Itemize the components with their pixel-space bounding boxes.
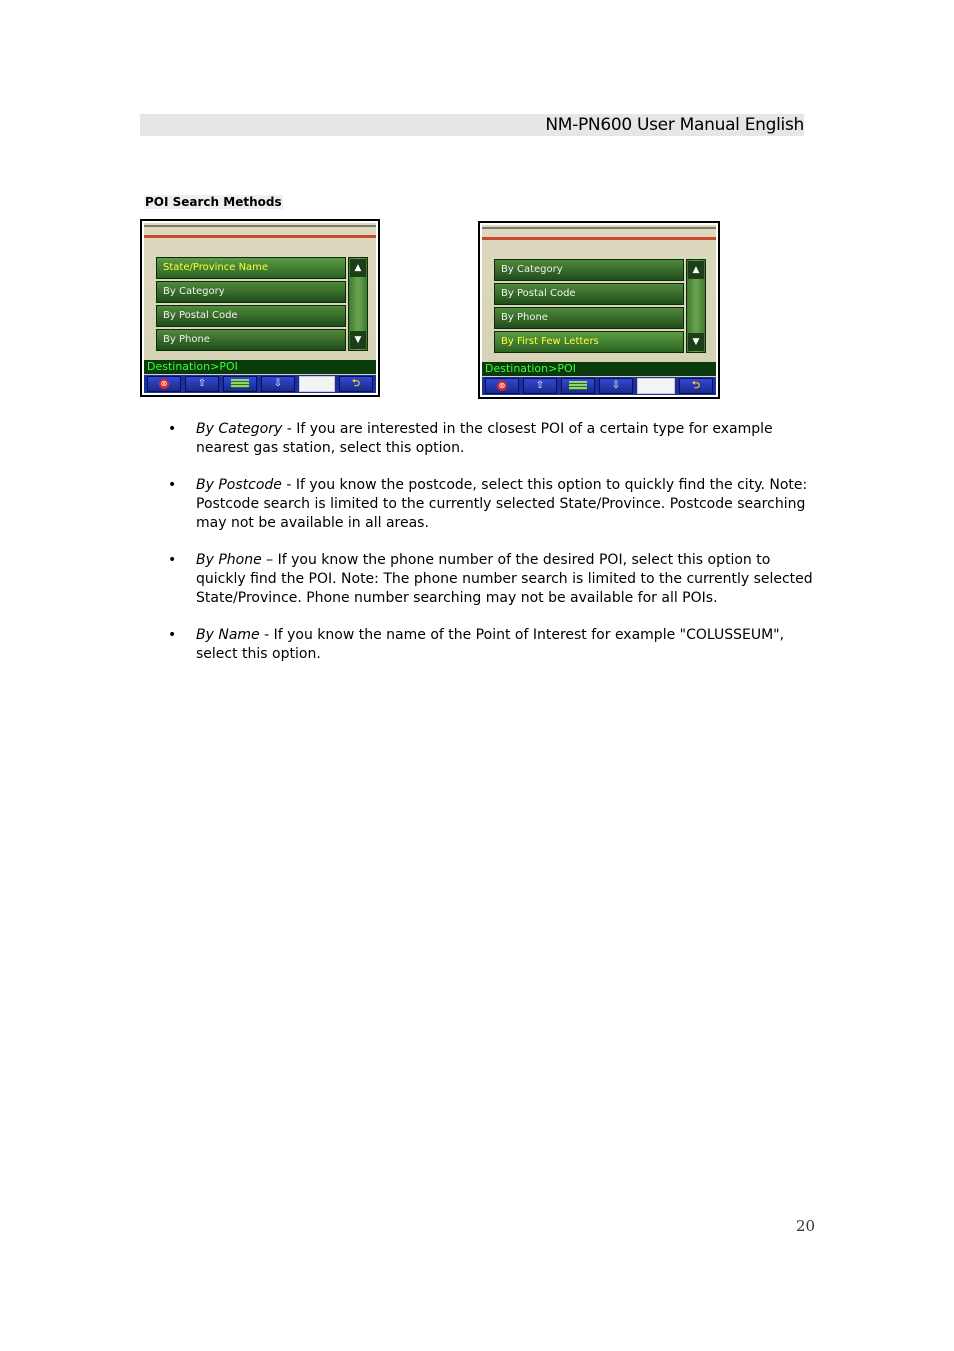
down-button[interactable] [261, 376, 295, 392]
bullet-text: select this option. [196, 646, 321, 662]
list-button[interactable] [561, 378, 595, 394]
bullet-by-phone [168, 551, 818, 608]
menu-list [494, 259, 684, 355]
menu-item-3[interactable]: By First Few Letters [494, 331, 684, 353]
bullet-text: nearest gas station, select this option. [196, 440, 465, 456]
menu-item-3[interactable]: By Phone [156, 329, 346, 351]
menu-item-1[interactable]: By Postal Code [494, 283, 684, 305]
page-number: 20 [796, 1217, 816, 1235]
status-bar: Destination>POI [144, 360, 376, 374]
down-arrow-icon: ⇩ [611, 380, 621, 391]
back-button[interactable] [679, 378, 713, 394]
down-arrow-icon: ⇩ [273, 378, 283, 389]
bullet-term: By Postcode [196, 477, 282, 493]
cancel-button[interactable] [485, 378, 519, 394]
scroll-up-icon[interactable]: ▲ [350, 259, 366, 277]
cancel-icon: ⊗ [160, 379, 168, 388]
device-screen [482, 225, 716, 395]
bullet-dot: • [168, 552, 177, 568]
bullet-text: - If you know the postcode, select this option to quickly find the city. Note: [281, 477, 808, 493]
header-bar [140, 114, 804, 136]
bullet-dot: • [168, 421, 177, 437]
bullet-text: may not be available in all areas. [196, 515, 429, 531]
bullet-list [168, 420, 818, 682]
scrollbar[interactable] [348, 257, 368, 351]
status-bar: Destination>POI [482, 362, 716, 376]
menu-item-2[interactable]: By Phone [494, 307, 684, 329]
cancel-button[interactable] [147, 376, 181, 392]
up-button[interactable] [523, 378, 557, 394]
bullet-dot: • [168, 627, 177, 643]
bullet-text: - If you are interested in the closest POI of a certain type for example [282, 421, 773, 437]
up-arrow-icon: ⇧ [197, 378, 207, 389]
list-icon [231, 379, 249, 388]
down-button[interactable] [599, 378, 633, 394]
bullet-text: Postcode search is limited to the currently selected State/Province. Postcode searching [196, 496, 806, 512]
bullet-text: - If you know the name of the Point of Interest for example "COLUSSEUM", [259, 627, 785, 643]
menu-list [156, 257, 346, 353]
menu-item-1[interactable]: By Category [156, 281, 346, 303]
section-title: POI Search Methods [145, 195, 282, 209]
back-icon: ⮌ [351, 378, 360, 389]
toolbar-spacer [299, 376, 335, 392]
up-arrow-icon: ⇧ [535, 380, 545, 391]
scrollbar[interactable] [686, 259, 706, 353]
back-icon: ⮌ [691, 380, 700, 391]
toolbar [144, 375, 376, 393]
scroll-down-icon[interactable]: ▼ [688, 333, 704, 351]
toolbar-spacer [637, 378, 675, 394]
bullet-text: State/Province. Phone number searching may not be available for all POIs. [196, 590, 718, 606]
device-screen [144, 223, 376, 393]
bullet-by-postcode [168, 476, 818, 533]
bullet-term: By Category [196, 421, 283, 437]
device-screenshot-1 [140, 219, 380, 397]
bullet-dot: • [168, 477, 177, 493]
bullet-term: By Name [196, 627, 260, 643]
back-button[interactable] [339, 376, 373, 392]
bullet-text: – If you know the phone number of the desired POI, select this option to [261, 552, 771, 568]
device-screenshot-2 [478, 221, 720, 399]
bullet-text: quickly find the POI. Note: The phone number search is limited to the currently selected [196, 571, 813, 587]
toolbar [482, 377, 716, 395]
bullet-term: By Phone [196, 552, 262, 568]
list-icon [569, 381, 587, 390]
scroll-up-icon[interactable]: ▲ [688, 261, 704, 279]
bullet-by-name [168, 626, 818, 664]
menu-item-0[interactable]: State/Province Name [156, 257, 346, 279]
bullet-by-category [168, 420, 818, 458]
menu-item-0[interactable]: By Category [494, 259, 684, 281]
menu-item-2[interactable]: By Postal Code [156, 305, 346, 327]
cancel-icon: ⊗ [498, 381, 506, 390]
up-button[interactable] [185, 376, 219, 392]
header-title: NM-PN600 User Manual English [545, 115, 804, 135]
scroll-down-icon[interactable]: ▼ [350, 331, 366, 349]
list-button[interactable] [223, 376, 257, 392]
